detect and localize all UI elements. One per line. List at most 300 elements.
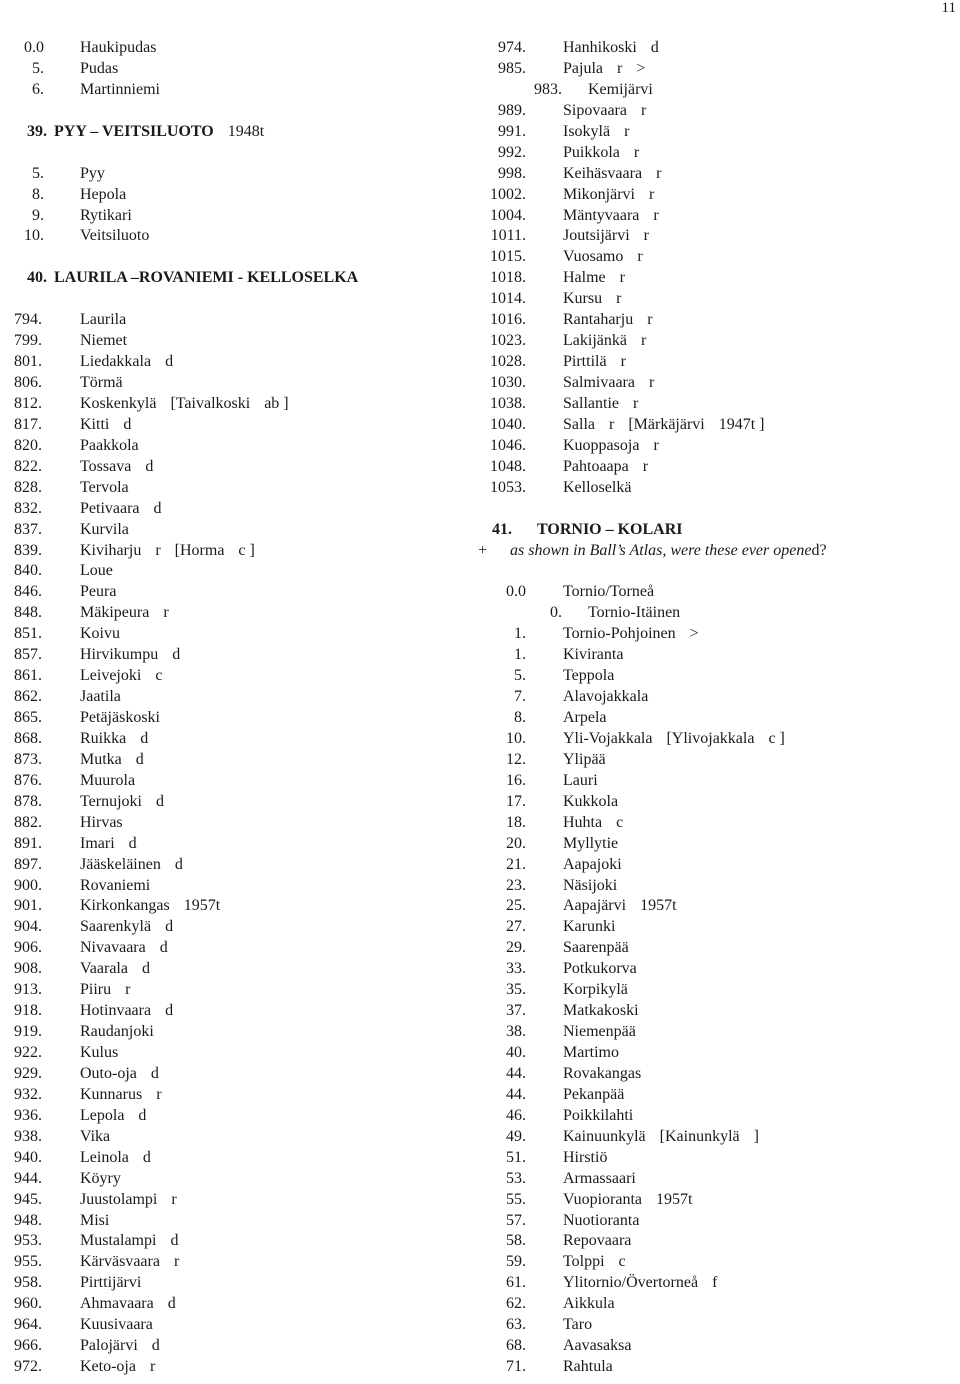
station-row — [470, 792, 960, 813]
station-name: Kursu r — [563, 289, 621, 310]
station-km: 876. — [14, 771, 42, 789]
station-row — [470, 624, 960, 645]
station-row — [0, 1252, 470, 1273]
station-mark: d — [170, 1232, 179, 1250]
station-name: Hanhikoski d — [563, 38, 659, 59]
station-mark: r — [156, 1085, 162, 1103]
station-row — [470, 143, 960, 164]
station-name: Hirvas — [80, 813, 123, 831]
station-name: Huhta c — [563, 813, 623, 834]
station-name: Kelloselkä — [563, 478, 632, 496]
station-name: Pahtoaapa r — [563, 457, 648, 478]
station-row — [470, 1022, 960, 1043]
station-km: 882. — [14, 813, 42, 831]
station-row — [470, 1190, 960, 1211]
station-row — [470, 729, 960, 750]
station-name: Ternujoki d — [80, 792, 164, 813]
station-mark: 1957t — [656, 1190, 693, 1208]
station-row — [0, 771, 470, 792]
station-km: 794. — [14, 311, 42, 329]
station-km: 38. — [506, 1023, 526, 1041]
station-mark: r — [149, 1358, 156, 1376]
station-row — [0, 1336, 470, 1357]
station-row — [0, 938, 470, 959]
station-km: 71. — [506, 1358, 526, 1376]
station-km: 1002. — [490, 185, 526, 203]
station-row — [470, 1252, 960, 1273]
station-name: Köyry — [80, 1169, 121, 1187]
station-km: 851. — [14, 625, 42, 643]
station-km: 44. — [506, 1064, 526, 1082]
right-column — [470, 38, 960, 1378]
station-row — [470, 226, 960, 247]
station-name: Pirttijärvi — [80, 1274, 142, 1292]
station-km: 17. — [506, 792, 526, 810]
station-name: Hirstiö — [563, 1148, 608, 1166]
station-name: Korpikylä — [563, 981, 628, 999]
station-mark: d — [165, 1002, 174, 1020]
station-name: Arpela — [563, 709, 607, 726]
station-name: Rovaniemi — [80, 876, 151, 894]
station-mark: > — [636, 59, 646, 77]
station-row — [0, 206, 470, 227]
station-row — [0, 729, 470, 750]
station-name: Niemenpää — [563, 1023, 636, 1041]
station-km: 1011. — [490, 227, 526, 245]
station-mark: r — [163, 604, 169, 622]
station-mark: c ] — [768, 729, 785, 747]
station-mark: r — [637, 248, 643, 266]
station-km: 839. — [14, 541, 42, 559]
station-km: 983. — [534, 80, 562, 98]
station-row — [0, 415, 470, 436]
station-row — [0, 1148, 470, 1169]
station-km: 865. — [14, 709, 42, 726]
station-km: 868. — [14, 729, 42, 747]
station-mark: r — [155, 541, 161, 559]
station-km: 940. — [14, 1148, 42, 1166]
station-name: Martimo — [563, 1044, 619, 1061]
station-name: Tossava d — [80, 457, 153, 478]
station-name: Mäkipeura r — [80, 603, 169, 624]
station-name: Veitsiluoto — [80, 227, 150, 245]
station-km: 801. — [14, 353, 42, 371]
station-km: 10. — [506, 729, 526, 747]
station-name: Näsijoki — [563, 876, 618, 894]
station-name: Paakkola — [80, 436, 139, 454]
station-name: Ylipää — [563, 750, 606, 768]
station-name: Palojärvi d — [80, 1336, 160, 1357]
station-name: Pudas — [80, 59, 119, 77]
station-mark: c — [155, 667, 163, 685]
station-name: Kuusivaara — [80, 1316, 153, 1334]
station-row — [470, 687, 960, 708]
station-km: 23. — [506, 876, 526, 894]
station-name: Sipovaara r — [563, 101, 646, 122]
station-row — [470, 122, 960, 143]
station-row — [0, 561, 470, 582]
station-row — [0, 1273, 470, 1294]
station-km: 49. — [506, 1127, 526, 1145]
station-name: Kitti d — [80, 415, 131, 436]
station-name: Ylitornio/Övertorneå f — [563, 1273, 717, 1294]
station-name: Matkakoski — [563, 1002, 639, 1020]
station-mark: r — [609, 415, 615, 433]
station-km: 932. — [14, 1085, 42, 1103]
station-name: Tolppi c — [563, 1252, 626, 1273]
station-name: Alavojakkala — [563, 688, 649, 706]
station-km: 51. — [506, 1148, 526, 1166]
station-name: Mutka d — [80, 750, 144, 771]
station-name: Leivejoki c — [80, 666, 162, 687]
alt-name: [Märkäjärvi — [628, 415, 705, 433]
station-row — [470, 1127, 960, 1148]
station-row — [0, 959, 470, 980]
station-km: 1038. — [490, 394, 526, 412]
alt-name: [Kainunkylä — [659, 1127, 740, 1145]
page-number: 11 — [941, 0, 956, 16]
station-row — [470, 436, 960, 457]
station-name: Leinola d — [80, 1148, 151, 1169]
station-mark: d — [174, 855, 183, 873]
station-row — [0, 1064, 470, 1085]
station-km: 27. — [506, 918, 526, 936]
station-km: 906. — [14, 939, 42, 957]
station-km: 1015. — [490, 248, 526, 266]
station-mark: ab ] — [264, 394, 289, 412]
station-row — [0, 1357, 470, 1378]
station-row — [470, 1085, 960, 1106]
station-name: Lepola d — [80, 1106, 146, 1127]
station-km: 5. — [32, 59, 44, 77]
station-mark: r — [649, 185, 655, 203]
station-name: Jaatila — [80, 688, 121, 706]
station-name: Rahtula — [563, 1358, 613, 1376]
station-row — [470, 1001, 960, 1022]
station-name: Kukkola — [563, 792, 619, 810]
station-name: Aapajoki — [563, 855, 622, 873]
station-name: Laurila — [80, 311, 127, 329]
station-mark: d — [135, 750, 144, 768]
station-row — [0, 436, 470, 457]
section-title: PYY – VEITSILUOTO 1948t — [54, 122, 264, 143]
station-row — [470, 1169, 960, 1190]
station-km: 861. — [14, 667, 42, 685]
station-km: 929. — [14, 1064, 42, 1082]
station-row — [470, 1211, 960, 1232]
station-km: 918. — [14, 1002, 42, 1020]
station-name: Saarenkylä d — [80, 917, 173, 938]
station-name: Myllytie — [563, 834, 619, 852]
station-row — [470, 1231, 960, 1252]
station-mark: r — [171, 1190, 177, 1208]
station-mark: r — [642, 457, 649, 475]
station-km: 6. — [32, 80, 44, 98]
station-km: 966. — [14, 1337, 42, 1355]
station-km: 832. — [14, 499, 42, 517]
station-km: 897. — [14, 855, 42, 873]
station-km: 8. — [32, 185, 44, 203]
station-name: Poikkilahti — [563, 1106, 634, 1124]
station-mark: d — [128, 834, 137, 852]
station-km: 21. — [506, 855, 526, 873]
station-row — [470, 1043, 960, 1064]
spacer — [0, 247, 470, 268]
station-row — [470, 1064, 960, 1085]
station-name: Kiviharju r [Horma c ] — [80, 541, 255, 562]
station-row — [0, 310, 470, 331]
station-name: Pyy — [80, 164, 105, 182]
spacer — [0, 101, 470, 122]
station-row — [0, 373, 470, 394]
station-km: 873. — [14, 750, 42, 768]
station-name: Hirvikumpu d — [80, 645, 180, 666]
station-km: 953. — [14, 1232, 42, 1250]
station-row — [470, 478, 960, 499]
station-row — [0, 394, 470, 415]
station-km: 958. — [14, 1274, 42, 1292]
station-mark: d — [145, 457, 154, 475]
station-km: 29. — [506, 939, 526, 957]
station-name: Teppola — [563, 667, 615, 685]
station-row — [0, 624, 470, 645]
section-title: TORNIO – KOLARI — [537, 520, 683, 538]
station-mark: d — [138, 1106, 147, 1124]
station-name: Kirkonkangas 1957t — [80, 896, 220, 917]
station-km: 812. — [14, 394, 42, 412]
station-km: 992. — [498, 143, 526, 161]
station-row — [470, 289, 960, 310]
station-row — [0, 352, 470, 373]
alt-name: [Horma — [174, 541, 225, 559]
station-name: Salla r [Märkäjärvi 1947t ] — [563, 415, 765, 436]
station-name: Kainuunkylä [Kainunkylä ] — [563, 1127, 759, 1148]
station-name: Tornio/Torneå — [563, 583, 655, 601]
station-km: 1. — [514, 625, 526, 643]
station-row — [470, 352, 960, 373]
station-km: 62. — [506, 1295, 526, 1313]
station-name: Puikkola r — [563, 143, 639, 164]
station-name: Piiru r — [80, 980, 130, 1001]
station-row — [470, 959, 960, 980]
station-row — [0, 896, 470, 917]
station-name: Kemijärvi — [588, 80, 653, 98]
station-mark: r — [633, 143, 640, 161]
station-name: Haukipudas — [80, 39, 157, 56]
station-row — [470, 1106, 960, 1127]
station-row — [0, 645, 470, 666]
station-name: Rytikari — [80, 206, 132, 224]
station-mark: d — [151, 1337, 160, 1355]
station-name: Vika — [80, 1127, 111, 1145]
station-km: 1053. — [490, 478, 526, 496]
station-km: 922. — [14, 1044, 42, 1061]
station-row — [0, 1294, 470, 1315]
station-mark: r — [640, 332, 647, 350]
station-km: 58. — [506, 1232, 526, 1250]
station-name: Joutsijärvi r — [563, 226, 649, 247]
station-km: 989. — [498, 101, 526, 119]
station-km: 862. — [14, 688, 42, 706]
station-km: 799. — [14, 332, 42, 350]
station-row — [0, 1085, 470, 1106]
station-mark: r — [619, 269, 625, 287]
station-row — [0, 478, 470, 499]
station-row — [470, 331, 960, 352]
station-name: Keihäsvaara r — [563, 164, 661, 185]
station-name: Lauri — [563, 771, 598, 789]
station-km: 900. — [14, 876, 42, 894]
station-km: 55. — [506, 1190, 526, 1208]
station-km: 1. — [514, 646, 526, 664]
station-km: 1023. — [490, 332, 526, 350]
station-name: Törmä — [80, 374, 123, 391]
station-name: Lakijänkä r — [563, 331, 646, 352]
station-km: 63. — [506, 1316, 526, 1334]
station-row — [470, 59, 960, 80]
station-row — [470, 603, 960, 624]
station-row — [0, 750, 470, 771]
station-km: + — [477, 541, 488, 559]
station-mark: 1947t ] — [718, 415, 765, 433]
station-km: 40. — [506, 1044, 526, 1061]
station-km: 974. — [498, 39, 526, 56]
station-name: Kiviranta — [563, 646, 624, 664]
station-name: Martinniemi — [80, 80, 160, 98]
station-name: Misi — [80, 1211, 110, 1229]
station-name: Vaarala d — [80, 959, 150, 980]
station-km: 848. — [14, 604, 42, 622]
station-row — [470, 645, 960, 666]
station-mark: r — [656, 164, 662, 182]
station-name: Pajula r > — [563, 59, 645, 80]
station-name: Mustalampi d — [80, 1231, 178, 1252]
station-name: Ruikka d — [80, 729, 148, 750]
station-row — [0, 38, 470, 59]
station-name: Peura — [80, 583, 117, 601]
station-row — [0, 603, 470, 624]
station-km: 57. — [506, 1211, 526, 1229]
station-row — [0, 792, 470, 813]
station-row — [0, 541, 470, 562]
station-km: 938. — [14, 1127, 42, 1145]
station-km: 7. — [514, 688, 526, 706]
station-row — [470, 247, 960, 268]
station-name: Tornio-Pohjoinen > — [563, 624, 699, 645]
station-name: Kurvila — [80, 520, 129, 538]
station-km: 806. — [14, 374, 42, 391]
station-km: 837. — [14, 520, 42, 538]
station-mark: d — [155, 792, 164, 810]
station-mark: d — [159, 939, 168, 957]
station-km: 0.0 — [24, 39, 44, 56]
station-km: 944. — [14, 1169, 42, 1187]
station-name: Loue — [80, 562, 113, 580]
station-name: Petivaara d — [80, 499, 162, 520]
station-mark: f — [712, 1274, 718, 1292]
station-name: Aavasaksa — [563, 1337, 632, 1355]
station-km: 35. — [506, 981, 526, 999]
station-row — [0, 834, 470, 855]
station-km: 68. — [506, 1337, 526, 1355]
station-km: 8. — [514, 709, 526, 726]
station-name: Vuosamo r — [563, 247, 643, 268]
station-km: 1016. — [490, 311, 526, 329]
station-km: 945. — [14, 1190, 42, 1208]
station-row — [470, 1315, 960, 1336]
station-mark: 1957t — [640, 897, 677, 915]
station-mark: d — [141, 960, 150, 978]
station-row — [470, 1336, 960, 1357]
station-km: 61. — [506, 1274, 526, 1292]
station-row — [0, 59, 470, 80]
station-mark: 1957t — [183, 897, 221, 915]
station-km: 822. — [14, 457, 42, 475]
alt-name: 1948t — [227, 122, 265, 140]
station-name: Saarenpää — [563, 939, 629, 957]
station-mark: d — [142, 1148, 151, 1166]
station-mark: ] — [753, 1127, 759, 1145]
station-name: Nivavaara d — [80, 938, 168, 959]
station-row — [470, 980, 960, 1001]
station-name: Isokylä r — [563, 122, 629, 143]
station-km: 25. — [506, 897, 526, 915]
station-km: 0. — [550, 604, 562, 622]
station-name: Tornio-Itäinen — [588, 604, 681, 622]
station-name: Imari d — [80, 834, 137, 855]
station-name: Mäntyvaara r — [563, 206, 659, 227]
station-mark: d — [172, 646, 181, 664]
spacer — [470, 561, 960, 582]
station-mark: r — [648, 374, 655, 391]
station-name: Halme r — [563, 268, 625, 289]
station-mark: r — [653, 206, 659, 224]
station-name: Niemet — [80, 332, 128, 350]
station-km: 891. — [14, 834, 42, 852]
station-km: 985. — [498, 59, 526, 77]
station-km: 39. — [27, 122, 47, 140]
station-row — [0, 980, 470, 1001]
station-name: Raudanjoki — [80, 1023, 154, 1041]
station-mark: d — [123, 415, 132, 433]
station-row — [470, 896, 960, 917]
station-mark: r — [647, 311, 653, 329]
station-row — [0, 185, 470, 206]
section-heading — [0, 268, 470, 289]
station-row — [0, 80, 470, 101]
station-row — [0, 457, 470, 478]
section-title: LAURILA –ROVANIEMI - KELLOSELKA — [54, 269, 359, 287]
station-row — [470, 708, 960, 729]
station-name: Repovaara — [563, 1232, 632, 1250]
station-name: Pirttilä r — [563, 352, 626, 373]
station-name: Hotinvaara d — [80, 1001, 173, 1022]
station-km: 40. — [27, 269, 47, 287]
station-name: Armassaari — [563, 1169, 636, 1187]
station-row — [470, 582, 960, 603]
station-mark: d — [650, 39, 659, 56]
station-row — [0, 708, 470, 729]
station-mark: d — [153, 499, 162, 517]
station-name: as shown in Ball’s Atlas, were these ever opened? — [510, 541, 827, 559]
station-name: Karunki — [563, 918, 616, 936]
station-row — [470, 917, 960, 938]
station-name: Rovakangas — [563, 1064, 642, 1082]
station-row — [470, 373, 960, 394]
station-name: Rantaharju r — [563, 310, 653, 331]
station-km: 840. — [14, 562, 42, 580]
station-km: 964. — [14, 1316, 42, 1334]
